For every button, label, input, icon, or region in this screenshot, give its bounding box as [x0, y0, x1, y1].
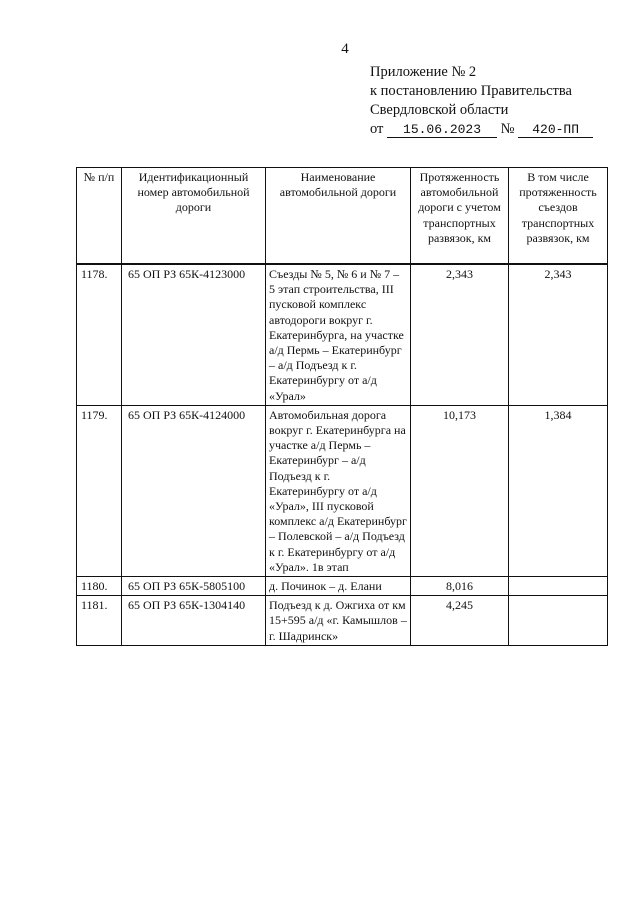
number-label: № — [500, 121, 515, 137]
ramps-length — [509, 577, 608, 596]
page-number: 4 — [341, 41, 349, 57]
table-row — [77, 596, 608, 646]
row-number: 1180. — [77, 577, 122, 596]
road-name: д. Починок – д. Елани — [266, 577, 411, 596]
road-name: Автомобильная дорога вокруг г. Екатеринбурга на участке а/д Пермь – Екатеринбург – а/д Подъезд к г. Екатеринбургу от а/д «Урал», III пусковой комплекс а/д Екатеринбург – Полевской – а/д Подъезд к г. Екатеринбургу от а/д «Урал». 1в этап — [266, 405, 411, 576]
from-label: от — [370, 121, 384, 137]
road-id: 65 ОП РЗ 65К-1304140 — [122, 596, 266, 646]
col-name-header: Наименование автомобильной дороги — [266, 168, 411, 265]
resolution-date: 15.06.2023 — [387, 123, 497, 138]
road-length: 2,343 — [411, 264, 509, 405]
col-length-header: Протяженность автомобильной дороги с учетом транспортных развязок, км — [411, 168, 509, 265]
row-number: 1179. — [77, 405, 122, 576]
road-name: Съезды № 5, № 6 и № 7 – 5 этап строительства, III пусковой комплекс автодороги вокруг г. Екатеринбурга, на участке а/д Пермь – Екатеринбург – а/д Подъезд к г. Екатеринбургу от а/д «Урал» — [266, 264, 411, 405]
row-number: 1181. — [77, 596, 122, 646]
resolution-number: 420-ПП — [518, 123, 593, 138]
roads-table — [76, 167, 608, 646]
date-number-line — [370, 120, 593, 139]
row-number: 1178. — [77, 264, 122, 405]
ramps-length: 2,343 — [509, 264, 608, 405]
table-row — [77, 405, 608, 576]
road-id: 65 ОП РЗ 65К-4124000 — [122, 405, 266, 576]
col-number-header: № п/п — [77, 168, 122, 265]
road-id: 65 ОП РЗ 65К-4123000 — [122, 264, 266, 405]
road-length: 4,245 — [411, 596, 509, 646]
appendix-title: Приложение № 2 — [370, 64, 477, 80]
road-id: 65 ОП РЗ 65К-5805100 — [122, 577, 266, 596]
appendix-header — [370, 63, 593, 139]
road-length: 8,016 — [411, 577, 509, 596]
ramps-length: 1,384 — [509, 405, 608, 576]
region-line: Свердловской области — [370, 102, 509, 118]
col-id-header: Идентификационный номер автомобильной дороги — [122, 168, 266, 265]
road-name: Подъезд к д. Ожгиха от км 15+595 а/д «г. Камышлов – г. Шадринск» — [266, 596, 411, 646]
col-ramps-header: В том числе протяженность съездов транспортных развязок, км — [509, 168, 608, 265]
ramps-length — [509, 596, 608, 646]
table-row — [77, 577, 608, 596]
resolution-line: к постановлению Правительства — [370, 83, 572, 99]
table-header-row — [77, 168, 608, 265]
table-row — [77, 264, 608, 405]
road-length: 10,173 — [411, 405, 509, 576]
